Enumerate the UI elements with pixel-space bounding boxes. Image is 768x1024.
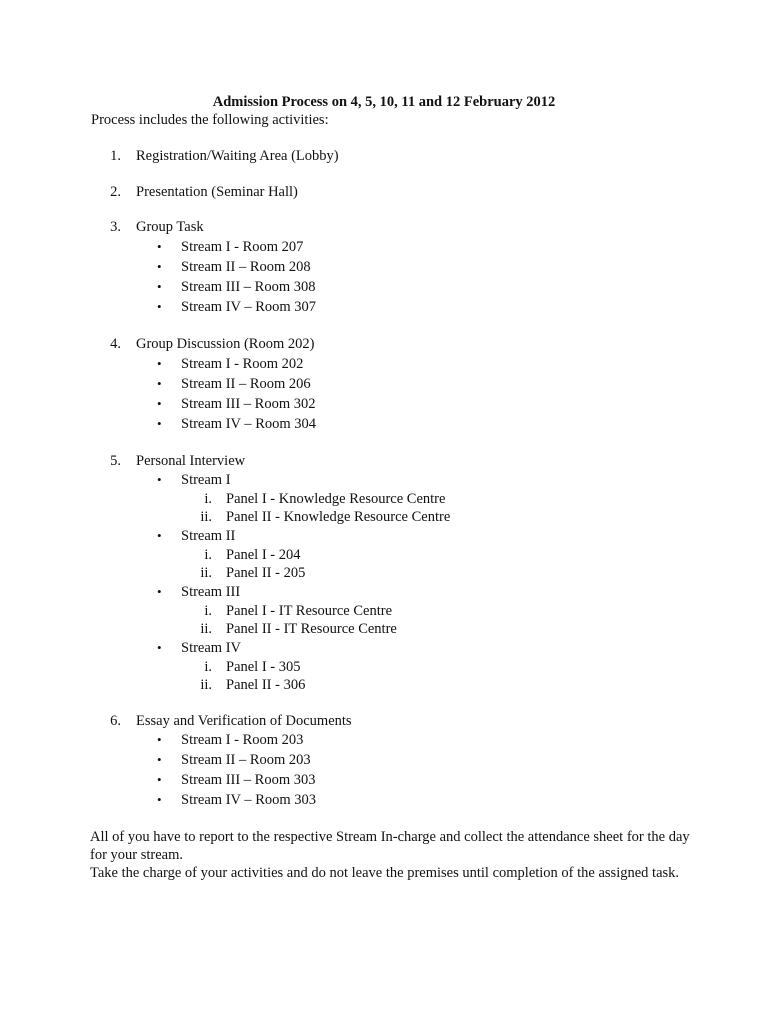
bullet-glyph: • bbox=[157, 640, 162, 655]
panel-label: Panel I - 305 bbox=[226, 659, 301, 675]
panel-label: Panel I - 204 bbox=[226, 547, 301, 563]
roman-number: i. bbox=[204, 491, 212, 507]
panel-label: Panel II - 205 bbox=[226, 565, 306, 581]
item-label: Personal Interview bbox=[136, 453, 246, 469]
bullet-text: Stream I - Room 202 bbox=[181, 356, 304, 372]
item-number: 6. bbox=[110, 713, 121, 729]
panel-label: Panel II - Knowledge Resource Centre bbox=[226, 509, 451, 525]
roman-number: i. bbox=[204, 603, 212, 619]
stream-label: Stream III bbox=[181, 584, 241, 600]
bullet-glyph: • bbox=[157, 792, 162, 807]
stream-label: Stream II bbox=[181, 528, 236, 544]
bullet-text: Stream IV – Room 307 bbox=[181, 299, 317, 315]
bullet-glyph: • bbox=[157, 259, 162, 274]
item-label: Essay and Verification of Documents bbox=[136, 713, 352, 729]
bullet-glyph: • bbox=[157, 416, 162, 431]
item-number: 5. bbox=[110, 453, 121, 469]
panel-label: Panel II - IT Resource Centre bbox=[226, 621, 397, 637]
item-number: 4. bbox=[110, 336, 121, 352]
bullet-text: Stream I - Room 203 bbox=[181, 732, 304, 748]
document-title: Admission Process on 4, 5, 10, 11 and 12 February 2012 bbox=[212, 94, 556, 110]
bullet-text: Stream III – Room 308 bbox=[181, 279, 316, 295]
bullet-text: Stream IV – Room 303 bbox=[181, 792, 317, 808]
bullet-text: Stream III – Room 302 bbox=[181, 396, 316, 412]
roman-number: ii. bbox=[200, 677, 212, 693]
closing-paragraph: All of you have to report to the respective Stream In-charge and collect the attendance sheet for the day for your stream. bbox=[90, 829, 690, 863]
roman-number: i. bbox=[204, 547, 212, 563]
bullet-text: Stream III – Room 303 bbox=[181, 772, 316, 788]
bullet-glyph: • bbox=[157, 772, 162, 787]
bullet-glyph: • bbox=[157, 376, 162, 391]
item-number: 1. bbox=[110, 148, 121, 164]
bullet-glyph: • bbox=[157, 472, 162, 487]
panel-label: Panel I - Knowledge Resource Centre bbox=[226, 491, 446, 507]
stream-label: Stream I bbox=[181, 472, 231, 488]
bullet-glyph: • bbox=[157, 528, 162, 543]
bullet-glyph: • bbox=[157, 239, 162, 254]
item-number: 3. bbox=[110, 219, 121, 235]
roman-number: i. bbox=[204, 659, 212, 675]
roman-number: ii. bbox=[200, 565, 212, 581]
bullet-glyph: • bbox=[157, 584, 162, 599]
panel-label: Panel II - 306 bbox=[226, 677, 306, 693]
bullet-glyph: • bbox=[157, 356, 162, 371]
bullet-text: Stream I - Room 207 bbox=[181, 239, 304, 255]
item-label: Group Task bbox=[136, 219, 204, 235]
bullet-glyph: • bbox=[157, 299, 162, 314]
roman-number: ii. bbox=[200, 509, 212, 525]
bullet-glyph: • bbox=[157, 396, 162, 411]
item-number: 2. bbox=[110, 184, 121, 200]
bullet-text: Stream II – Room 206 bbox=[181, 376, 311, 392]
item-label: Group Discussion (Room 202) bbox=[136, 336, 315, 352]
bullet-text: Stream II – Room 203 bbox=[181, 752, 311, 768]
bullet-text: Stream IV – Room 304 bbox=[181, 416, 317, 432]
intro-text: Process includes the following activities: bbox=[91, 112, 329, 128]
bullet-glyph: • bbox=[157, 732, 162, 747]
panel-label: Panel I - IT Resource Centre bbox=[226, 603, 393, 619]
item-label: Presentation (Seminar Hall) bbox=[136, 184, 298, 200]
stream-label: Stream IV bbox=[181, 640, 241, 656]
roman-number: ii. bbox=[200, 621, 212, 637]
closing-paragraph: Take the charge of your activities and do not leave the premises until completion of the assigned task. bbox=[90, 865, 680, 881]
bullet-text: Stream II – Room 208 bbox=[181, 259, 311, 275]
bullet-glyph: • bbox=[157, 279, 162, 294]
item-label: Registration/Waiting Area (Lobby) bbox=[136, 148, 339, 164]
bullet-glyph: • bbox=[157, 752, 162, 767]
